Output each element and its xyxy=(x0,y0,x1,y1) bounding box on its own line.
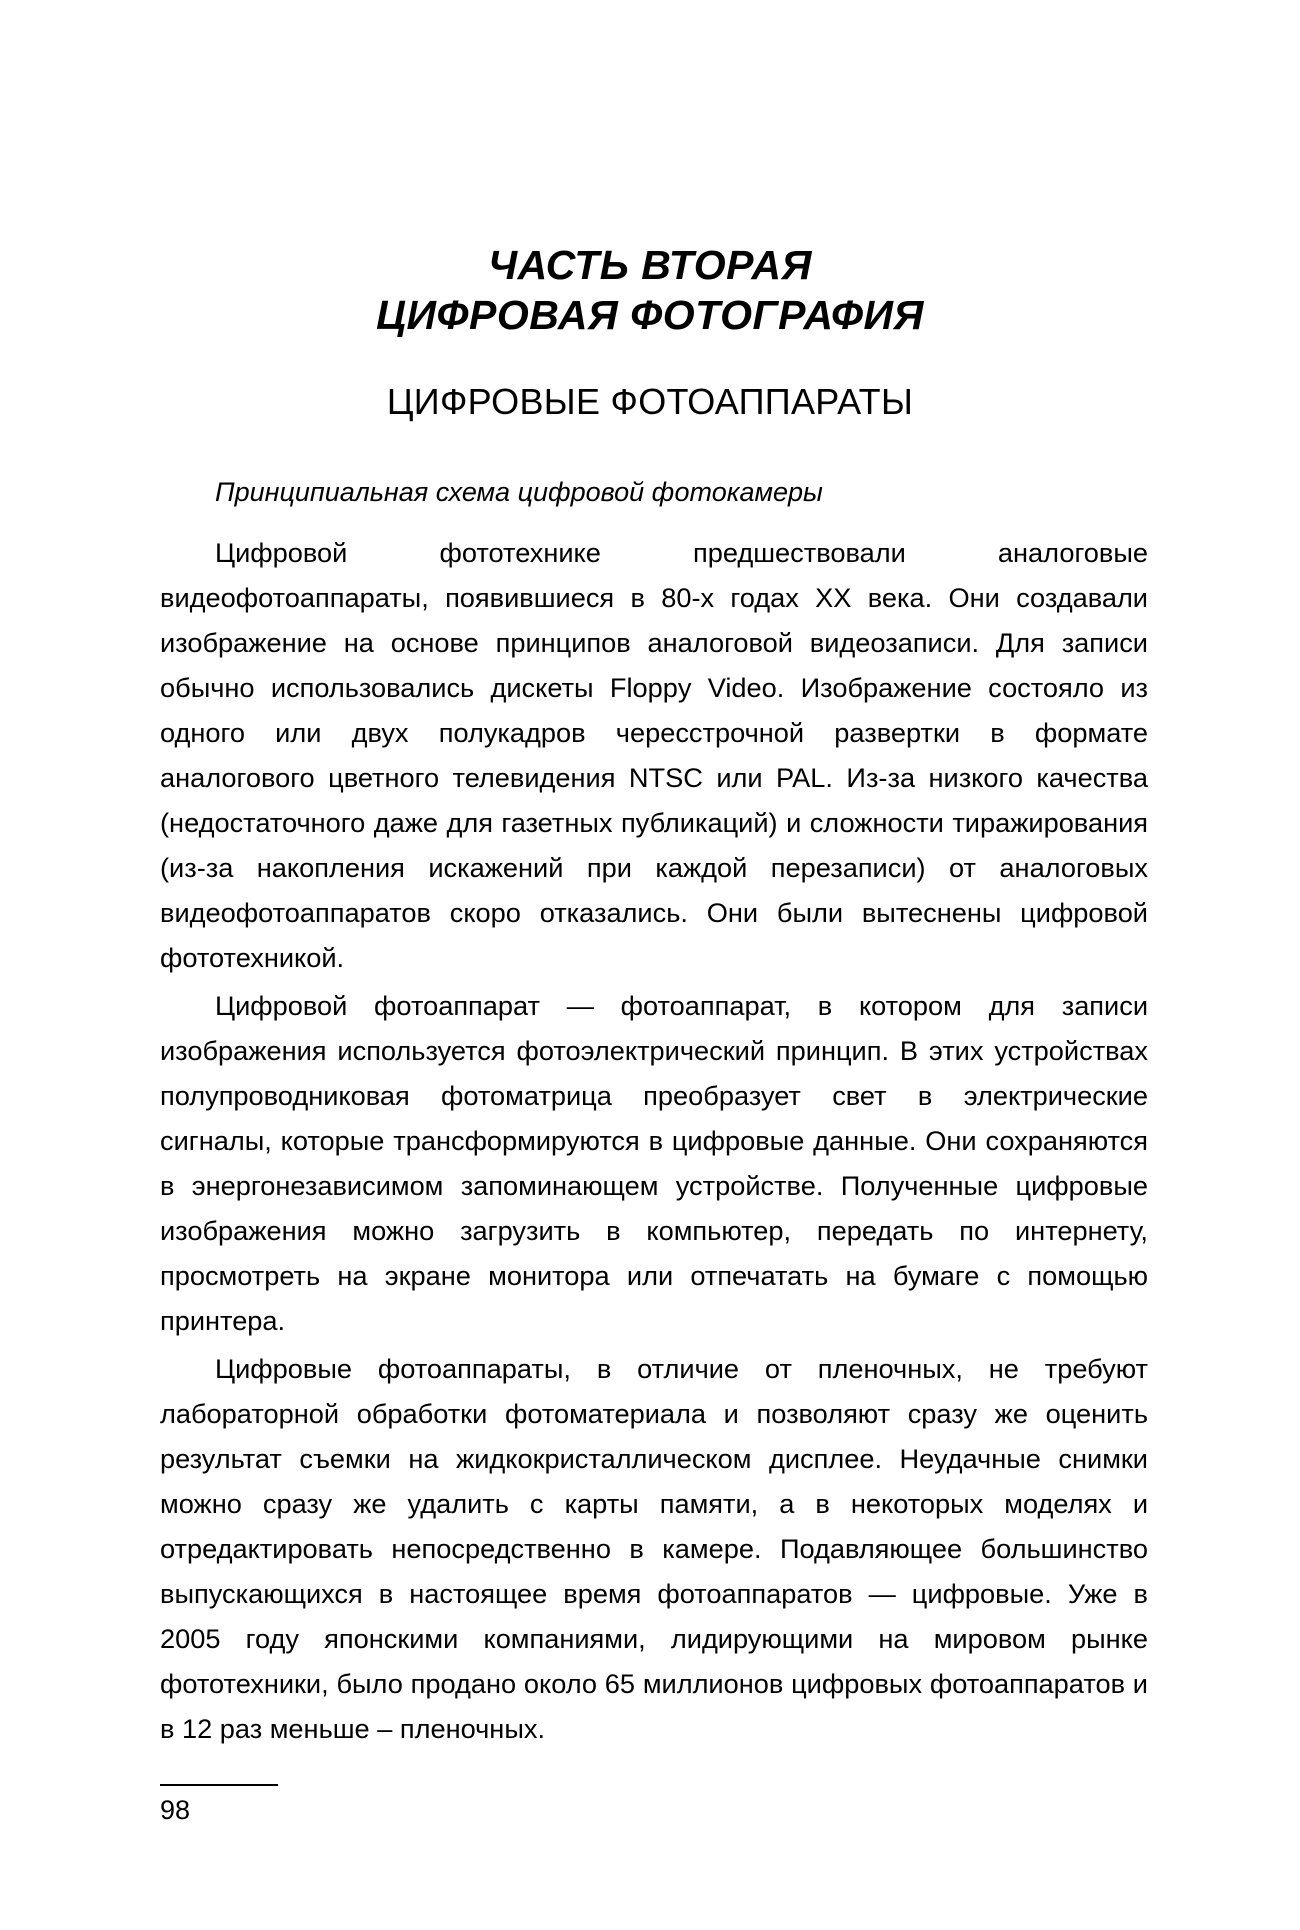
body-text xyxy=(160,530,1148,1754)
part-title xyxy=(160,240,1140,340)
part-title-line-1: ЧАСТЬ ВТОРАЯ xyxy=(488,242,812,288)
section-heading: Принципиальная схема цифровой фотокамеры xyxy=(215,477,823,507)
paragraph: Цифровые фотоаппараты, в отличие от пленочных, не требуют лабораторной обработки фотоматериала и позволяют сразу же оценить результат съемки на жидкокристаллическом дисплее. Неудачные снимки можно сразу же удалить с карты памяти, а в некоторых моделях и отредактировать непосредственно в камере. Подавляющее большинство выпускающихся в настоящее время фотоаппаратов — цифровые. Уже в 2005 году японскими компаниями, лидирующими на мировом рынке фототехники, было продано около 65 миллионов цифровых фотоаппаратов и в 12 раз меньше – пленочных. xyxy=(160,1353,1148,1744)
paragraph: Цифровой фототехнике предшествовали аналоговые видеофотоаппараты, появившиеся в 80-х годах XX века. Они создавали изображение на основе принципов аналоговой видеозаписи. Для записи обычно использовались дискеты Floppy Video. Изображение состояло из одного или двух полукадров чересстрочной развертки в формате аналогового цветного телевидения NTSC или PAL. Из-за низкого качества (недостаточного даже для газетных публикаций) и сложности тиражирования (из-за накопления искажений при каждой перезаписи) от аналоговых видеофотоаппаратов скоро отказались. Они были вытеснены цифровой фототехникой. xyxy=(160,537,1148,973)
part-title-line-2: ЦИФРОВАЯ ФОТОГРАФИЯ xyxy=(376,292,924,338)
chapter-title: ЦИФРОВЫЕ ФОТОАППАРАТЫ xyxy=(386,381,914,422)
page-number: 98 xyxy=(160,1795,191,1825)
footer-divider xyxy=(160,1784,278,1786)
paragraph: Цифровой фотоаппарат — фотоаппарат, в котором для записи изображения используется фотоэлектрический принцип. В этих устройствах полупроводниковая фотоматрица преобразует свет в электрические сигналы, которые трансформируются в цифровые данные. Они сохраняются в энергонезависимом запоминающем устройстве. Полученные цифровые изображения можно загрузить в компьютер, передать по интернету, просмотреть на экране монитора или отпечатать на бумаге с помощью принтера. xyxy=(160,990,1148,1336)
